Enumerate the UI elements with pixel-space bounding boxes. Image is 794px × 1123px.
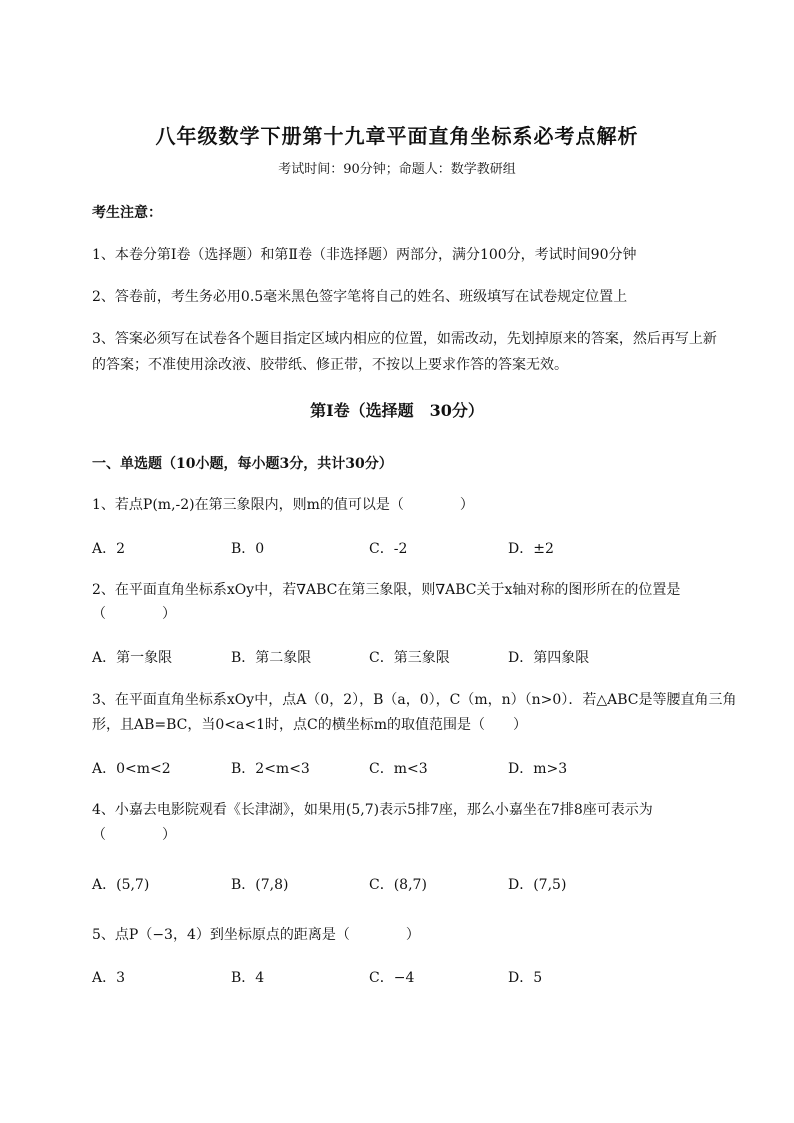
question-1-option-a[interactable]: A．2 xyxy=(92,541,126,557)
question-5-text: 5、点P（−3，4）到坐标原点的距离是（ ） xyxy=(92,927,420,943)
question-5-option-b[interactable]: B．4 xyxy=(231,970,265,986)
question-3-options xyxy=(92,758,712,778)
question-4-options xyxy=(92,874,712,894)
question-2-options xyxy=(92,647,712,667)
question-4-text: 4、小嘉去电影院观看《长津湖》，如果用(5,7)表示5排7座，那么小嘉坐在7排8座可表示为 xyxy=(92,802,653,818)
question-3-text-cont: 形，且AB=BC，当0<a<1时，点C的横坐标m的取值范围是（ ） xyxy=(92,717,527,733)
question-1-text: 1、若点P(m,-2)在第三象限内，则m的值可以是（ ） xyxy=(92,497,474,513)
notice-item-3: 3、答案必须写在试卷各个题目指定区域内相应的位置，如需改动，先划掉原来的答案，然后再写上新 xyxy=(92,331,717,347)
question-3-option-d[interactable]: D．m>3 xyxy=(508,761,568,777)
notice-item-1: 1、本卷分第I卷（选择题）和第Ⅱ卷（非选择题）两部分，满分100分，考试时间90分钟 xyxy=(92,247,637,263)
question-2-option-a[interactable]: A．第一象限 xyxy=(92,650,173,666)
question-2-text: 2、在平面直角坐标系xOy中，若∇ABC在第三象限，则∇ABC关于x轴对称的图形所在的位置是 xyxy=(92,582,681,598)
notice-item-2: 2、答卷前，考生务必用0.5毫米黑色签字笔将自己的姓名、班级填写在试卷规定位置上 xyxy=(92,289,628,305)
question-2-text-cont: （ ） xyxy=(92,606,176,622)
question-5-options xyxy=(92,967,712,987)
question-3-option-a[interactable]: A．0<m<2 xyxy=(92,761,171,777)
question-3-option-b[interactable]: B．2<m<3 xyxy=(231,761,310,777)
part-heading: 一、单选题（10小题，每小题3分，共计30分） xyxy=(92,456,393,472)
question-3-option-c[interactable]: C．m<3 xyxy=(369,761,428,777)
question-4-option-c[interactable]: C．(8,7) xyxy=(369,877,427,893)
question-1-option-b[interactable]: B．0 xyxy=(231,541,265,557)
question-1-option-c[interactable]: C．-2 xyxy=(369,541,408,557)
question-2-option-c[interactable]: C．第三象限 xyxy=(369,650,450,666)
question-1-options xyxy=(92,538,712,558)
exam-title: 八年级数学下册第十九章平面直角坐标系必考点解析 xyxy=(155,124,639,148)
question-4-text-cont: （ ） xyxy=(92,827,176,843)
question-5-option-c[interactable]: C．−4 xyxy=(369,970,415,986)
question-5-option-d[interactable]: D．5 xyxy=(508,970,543,986)
question-1-option-d[interactable]: D．±2 xyxy=(508,541,554,557)
notice-heading: 考生注意： xyxy=(92,205,162,221)
question-2-option-b[interactable]: B．第二象限 xyxy=(231,650,312,666)
section-title: 第I卷（选择题 30分） xyxy=(310,401,484,420)
exam-subtitle: 考试时间：90分钟；命题人：数学教研组 xyxy=(278,162,516,177)
question-4-option-d[interactable]: D．(7,5) xyxy=(508,877,567,893)
question-5-option-a[interactable]: A．3 xyxy=(92,970,126,986)
question-4-option-a[interactable]: A．(5,7) xyxy=(92,877,150,893)
question-4-option-b[interactable]: B．(7,8) xyxy=(231,877,289,893)
question-3-text: 3、在平面直角坐标系xOy中，点A（0，2），B（a，0），C（m，n）（n>0）．若△ABC是等腰直角三角 xyxy=(92,692,737,708)
notice-item-3-cont: 的答案；不准使用涂改液、胶带纸、修正带，不按以上要求作答的答案无效。 xyxy=(92,357,568,373)
question-2-option-d[interactable]: D．第四象限 xyxy=(508,650,590,666)
